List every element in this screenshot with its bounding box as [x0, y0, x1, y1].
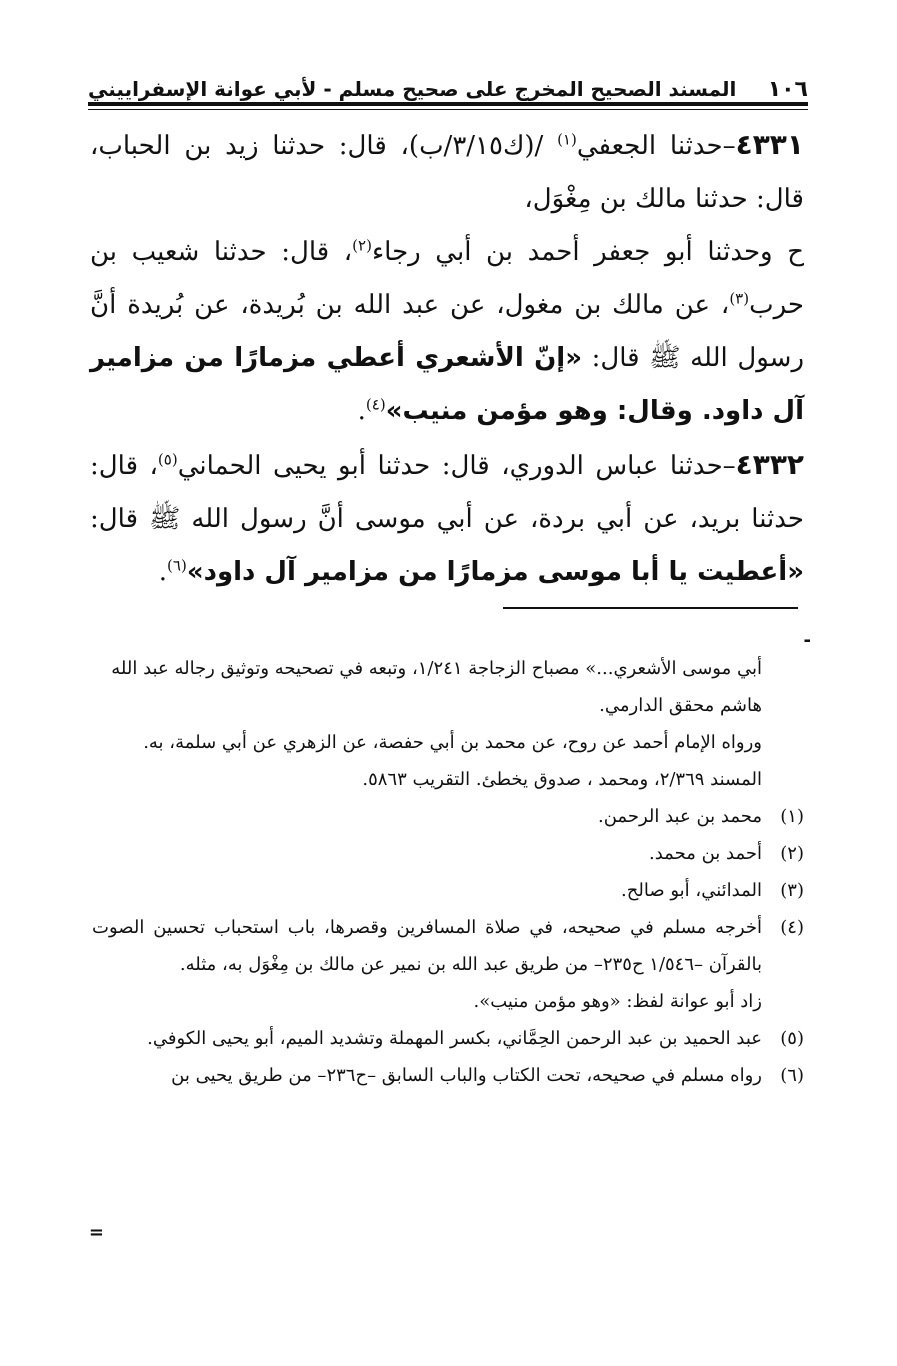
footnote-number: (٣): [780, 880, 804, 901]
footnote-text: رواه مسلم في صحيحه، تحت الكتاب والباب السابق –ح٢٣٦– من طريق يحيى بن: [171, 1065, 762, 1086]
footnote-1: [92, 798, 804, 835]
footnote-continuation: أبي موسى الأشعري...» مصباح الزجاجة ١/٢٤١، وتبعه في تصحيحه وتوثيق رجاله عبد الله هاشم محقق الدارمي.: [111, 658, 762, 716]
footnote-6: [92, 1057, 804, 1094]
hadith-4332: [90, 438, 804, 599]
footnote-continuation: ورواه الإمام أحمد عن روح، عن محمد بن أبي حفصة، عن الزهري عن أبي سلمة، به. المسند ٢/٣٦٩، ومحمد ، صدوق يخطئ. التقريب ٥٨٦٣.: [143, 732, 762, 790]
footnote-number: (٦): [780, 1065, 804, 1086]
footnote-separator: [503, 607, 798, 609]
footnote-ref: (٦): [167, 556, 187, 575]
hadith-quote: «أعطيت يا أبا موسى مزمارًا من مزامير آل داود»: [186, 557, 804, 587]
hadith-quote: «إنّ الأشعري أعطي مزمارًا من مزامير آل داود. وقال: وهو مؤمن منيب»: [90, 343, 804, 426]
footnote-ref: (٤): [365, 395, 386, 414]
footnote-text: أحمد بن محمد.: [649, 843, 762, 864]
footnote-ref: (١): [557, 130, 577, 149]
hadith-text: –حدثنا الجعفي: [576, 131, 736, 161]
hadith-number: ٤٣٣٢: [735, 448, 804, 481]
footnote-3: [92, 872, 804, 909]
book-title: المسند الصحيح المخرج على صحيح مسلم - لأبي عوانة الإسفراييني: [88, 77, 737, 101]
footnotes: [92, 650, 804, 1094]
footnote-number: (١): [780, 806, 804, 827]
hadith-4331-second-chain: [90, 226, 804, 438]
footnote-2: [92, 835, 804, 872]
hadith-text: ، قال: حدثنا بريد، عن أبي بردة، عن أبي موسى أنَّ رسول الله ﷺ قال:: [90, 451, 804, 534]
hadith-text: ، عن مالك بن مغول، عن عبد الله بن بُريدة، عن بُريدة أنَّ رسول الله ﷺ قال:: [90, 290, 804, 373]
hadith-text: ، قال: حدثنا شعيب بن حرب: [90, 237, 804, 320]
hadith-4331: [90, 118, 804, 226]
header-rule-thick: [88, 102, 808, 106]
footnote-4: [92, 909, 804, 983]
main-text: [90, 118, 804, 599]
footnote-number: (٥): [780, 1028, 804, 1049]
hadith-number: ٤٣٣١: [735, 128, 804, 161]
running-header: [88, 76, 808, 102]
footnote-ref: (٣): [729, 289, 750, 308]
footnote-text: أخرجه مسلم في صحيحه، في صلاة المسافرين وقصرها، باب استحباب تحسين الصوت بالقرآن –١/٥٤٦ ح٢٣٥– من طريق عبد الله بن نمير عن مالك بن مِغْوَل به، مثله.: [92, 917, 762, 975]
hadith-text: ح وحدثنا أبو جعفر أحمد بن أبي رجاء: [371, 237, 804, 267]
sentence-end: .: [357, 396, 366, 426]
footnote-continuation-mark: -: [803, 630, 811, 651]
footnote-number: (٢): [780, 843, 804, 864]
page-continues-mark: =: [88, 1222, 104, 1243]
footnote-number: (٤): [780, 917, 804, 938]
footnote-text: محمد بن عبد الرحمن.: [598, 806, 762, 827]
sentence-end: .: [158, 557, 168, 587]
footnote-5: [92, 1020, 804, 1057]
footnote-4-addition: زاد أبو عوانة لفظ: «وهو مؤمن منيب».: [473, 991, 762, 1012]
footnote-ref: (٢): [352, 236, 372, 255]
hadith-text: /(ك٣/١٥/ب)، قال: حدثنا زيد بن الحباب، قال: حدثنا مالك بن مِغْوَل،: [90, 131, 804, 214]
page-number: ١٠٦: [767, 76, 808, 102]
footnote-text: عبد الحميد بن عبد الرحمن الحِمَّاني، بكسر المهملة وتشديد الميم، أبو يحيى الكوفي.: [147, 1028, 762, 1049]
footnote-text: المدائني، أبو صالح.: [621, 880, 762, 901]
hadith-text: –حدثنا عباس الدوري، قال: حدثنا أبو يحيى الحماني: [177, 451, 736, 481]
header-rule-thin: [88, 109, 808, 110]
footnote-ref: (٥): [157, 450, 178, 469]
